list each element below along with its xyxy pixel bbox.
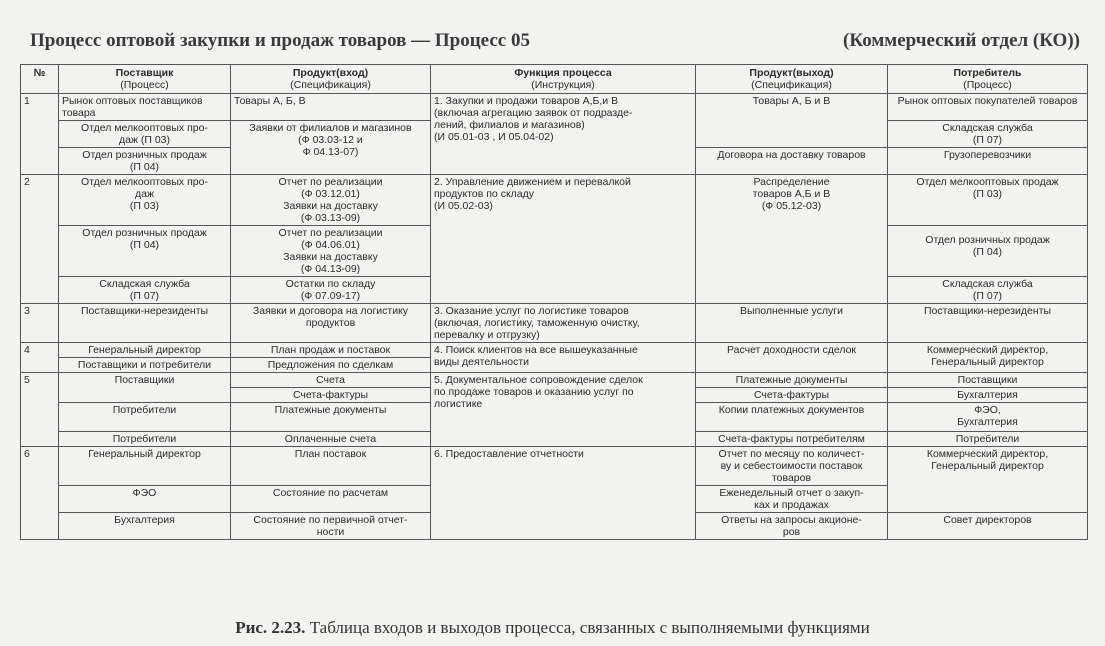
consumer-cell: Складская служба (П 07) [888, 121, 1088, 148]
figure-caption [0, 618, 1105, 638]
output-cell: Расчет доходности сделок [696, 343, 888, 373]
supplier-cell: Отдел мелкооптовых про- даж (П 03) [59, 121, 231, 148]
supplier-cell: Складская служба (П 07) [59, 277, 231, 304]
input-cell: Отчет по реализации (Ф 04.06.01) Заявки на доставку (Ф 04.13-09) [231, 226, 431, 277]
input-cell: Отчет по реализации (Ф 03.12.01) Заявки на доставку (Ф 03.13-09) [231, 175, 431, 226]
table-row [21, 304, 1088, 343]
row-number: 6 [21, 447, 59, 540]
consumer-cell: Грузоперевозчики [888, 148, 1088, 175]
supplier-cell: Рынок оптовых поставщиков товара [59, 94, 231, 121]
function-cell: 2. Управление движением и перевалкой продуктов по складу (И 05.02-03) [431, 175, 696, 304]
table-row [21, 447, 1088, 486]
input-cell: План продаж и поставок [231, 343, 431, 358]
supplier-cell: Поставщики и потребители [59, 358, 231, 373]
function-cell: 6. Предоставление отчетности [431, 447, 696, 540]
input-cell: Платежные документы [231, 403, 431, 432]
input-cell: Остатки по складу (Ф 07.09-17) [231, 277, 431, 304]
supplier-cell: Бухгалтерия [59, 513, 231, 540]
consumer-cell: Бухгалтерия [888, 388, 1088, 403]
function-cell: 3. Оказание услуг по логистике товаров (включая, логистику, таможенную очистку, перевалку и отгрузку) [431, 304, 696, 343]
supplier-cell: Поставщики [59, 373, 231, 403]
function-cell: 5. Документальное сопровождение сделок по продаже товаров и оказанию услуг по логистике [431, 373, 696, 447]
consumer-cell: Совет директоров [888, 513, 1088, 540]
input-cell: Заявки от филиалов и магазинов (Ф 03.03-12 и Ф 04.13-07) [231, 121, 431, 175]
input-cell: Предложения по сделкам [231, 358, 431, 373]
output-cell: Копии платежных документов [696, 403, 888, 432]
table-row [21, 373, 1088, 388]
figure-label: Рис. 2.23. [235, 618, 306, 637]
output-cell: Ответы на запросы акционе- ров [696, 513, 888, 540]
row-number: 3 [21, 304, 59, 343]
input-cell: Счета [231, 373, 431, 388]
input-cell: Состояние по расчетам [231, 486, 431, 513]
output-cell: Договора на доставку товаров [696, 148, 888, 175]
output-cell: Товары А, Б и В [696, 94, 888, 148]
input-cell: Заявки и договора на логистику продуктов [231, 304, 431, 343]
supplier-cell: Генеральный директор [59, 343, 231, 358]
supplier-cell: Потребители [59, 403, 231, 432]
output-cell: Еженедельный отчет о закуп- ках и продажах [696, 486, 888, 513]
output-cell: Платежные документы [696, 373, 888, 388]
process-table [20, 64, 1088, 540]
row-number: 2 [21, 175, 59, 304]
col-header-output: Продукт(выход) (Спецификация) [696, 65, 888, 94]
table-row [21, 343, 1088, 358]
row-number: 5 [21, 373, 59, 447]
page-header [30, 30, 1080, 60]
supplier-cell: ФЭО [59, 486, 231, 513]
consumer-cell: Коммерческий директор, Генеральный директор [888, 447, 1088, 513]
consumer-cell: Поставщики [888, 373, 1088, 388]
output-cell: Выполненные услуги [696, 304, 888, 343]
consumer-cell: Коммерческий директор, Генеральный директор [888, 343, 1088, 373]
supplier-cell: Потребители [59, 432, 231, 447]
consumer-cell: ФЭО, Бухгалтерия [888, 403, 1088, 432]
input-cell: Товары А, Б, В [231, 94, 431, 121]
function-cell: 4. Поиск клиентов на все вышеуказанные виды деятельности [431, 343, 696, 373]
col-header-consumer: Потребитель (Процесс) [888, 65, 1088, 94]
col-header-num: № [21, 65, 59, 94]
col-header-supplier: Поставщик (Процесс) [59, 65, 231, 94]
table-row [21, 94, 1088, 121]
row-number: 4 [21, 343, 59, 373]
supplier-cell: Поставщики-нерезиденты [59, 304, 231, 343]
row-number: 1 [21, 94, 59, 175]
col-header-function: Функция процесса (Инструкция) [431, 65, 696, 94]
output-cell: Счета-фактуры потребителям [696, 432, 888, 447]
col-header-input: Продукт(вход) (Спецификация) [231, 65, 431, 94]
input-cell: Оплаченные счета [231, 432, 431, 447]
input-cell: План поставок [231, 447, 431, 486]
input-cell: Состояние по первичной отчет- ности [231, 513, 431, 540]
output-cell: Распределение товаров А,Б и В (Ф 05.12-03) [696, 175, 888, 304]
consumer-cell: Потребители [888, 432, 1088, 447]
figure-caption-text: Таблица входов и выходов процесса, связанных с выполняемыми функциями [309, 618, 870, 637]
supplier-cell: Отдел мелкооптовых про- даж (П 03) [59, 175, 231, 226]
consumer-cell: Отдел розничных продаж (П 04) [888, 226, 1088, 277]
supplier-cell: Генеральный директор [59, 447, 231, 486]
output-cell: Счета-фактуры [696, 388, 888, 403]
function-cell: 1. Закупки и продажи товаров А,Б,и В (включая агрегацию заявок от подразде- лений, филиалов и магазинов) (И 05.01-03 , И 05.04-02) [431, 94, 696, 175]
page-title: Процесс оптовой закупки и продаж товаров — Процесс 05 [30, 30, 530, 51]
table-header-row [21, 65, 1088, 94]
consumer-cell: Отдел мелкооптовых продаж (П 03) [888, 175, 1088, 226]
department-label: (Коммерческий отдел (КО)) [843, 30, 1080, 51]
supplier-cell: Отдел розничных продаж (П 04) [59, 226, 231, 277]
consumer-cell: Рынок оптовых покупателей товаров [888, 94, 1088, 121]
input-cell: Счета-фактуры [231, 388, 431, 403]
supplier-cell: Отдел розничных продаж (П 04) [59, 148, 231, 175]
consumer-cell: Складская служба (П 07) [888, 277, 1088, 304]
consumer-cell: Поставщики-нерезиденты [888, 304, 1088, 343]
output-cell: Отчет по месяцу по количест- ву и себестоимости поставок товаров [696, 447, 888, 486]
table-row [21, 175, 1088, 226]
